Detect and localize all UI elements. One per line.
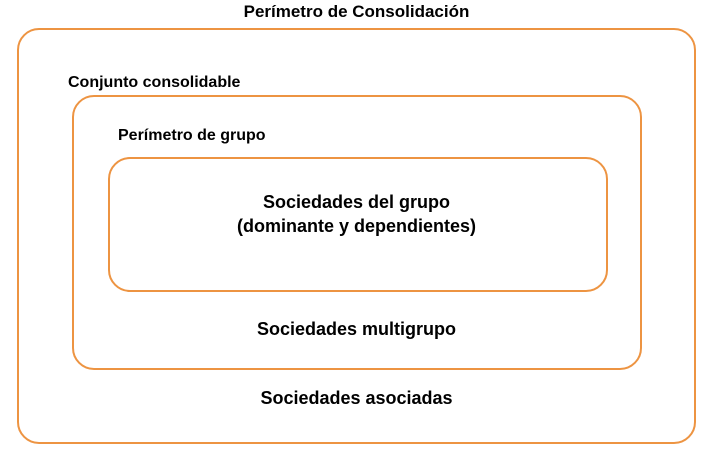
text-sociedades-asociadas: Sociedades asociadas — [260, 388, 453, 408]
label-conjunto-consolidable: Conjunto consolidable — [62, 74, 246, 92]
text-sociedades-del-grupo-line2: (dominante y dependientes) — [236, 216, 477, 237]
label-perimetro-grupo: Perímetro de grupo — [112, 127, 272, 145]
text-sociedades-del-grupo-line1: Sociedades del grupo — [262, 192, 451, 212]
text-sociedades-multigrupo: Sociedades multigrupo — [256, 319, 457, 339]
outer-perimeter-title: Perímetro de Consolidación — [243, 2, 470, 21]
text-sociedades-del-grupo — [0, 190, 713, 239]
